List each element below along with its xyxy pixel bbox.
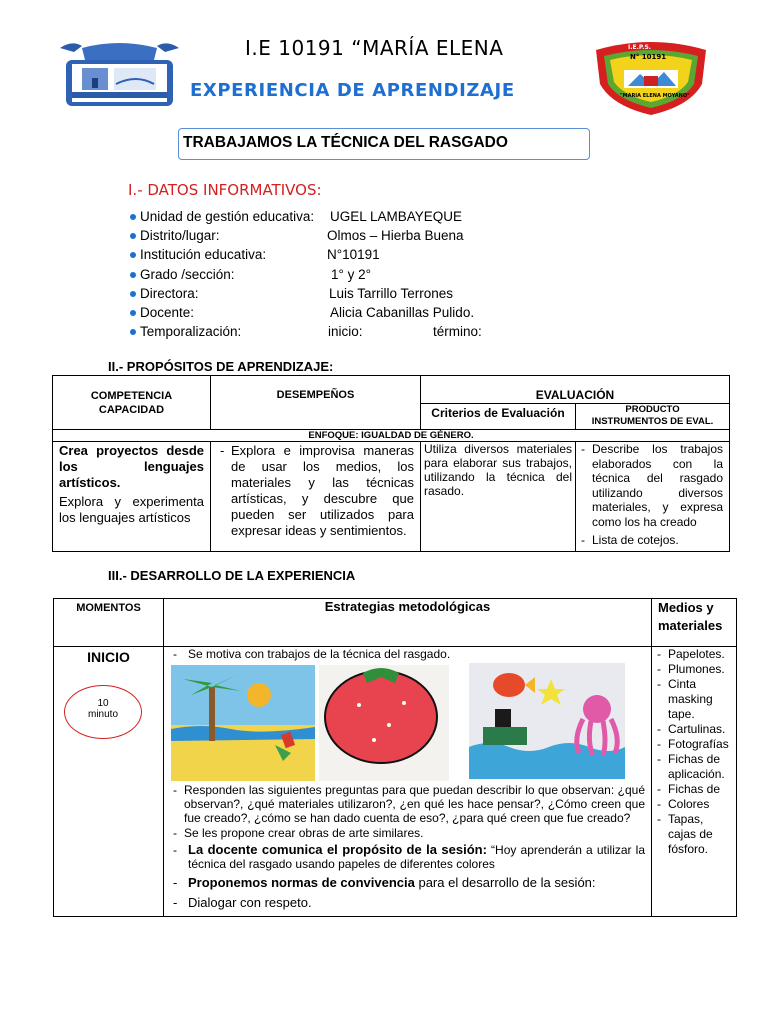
info-value: inicio: xyxy=(328,324,363,340)
header-competencia: COMPETENCIA CAPACIDAD xyxy=(53,376,211,430)
competencia-cell xyxy=(53,442,211,552)
info-value: UGEL LAMBAYEQUE xyxy=(330,209,463,224)
materials-cell xyxy=(652,647,737,917)
development-table xyxy=(53,598,737,917)
norms-detail: para el desarrollo de la sesión: xyxy=(414,875,596,890)
ocean-artwork-image xyxy=(469,663,625,779)
info-label: Institución educativa: xyxy=(140,247,267,263)
info-value: Alicia Cabanillas Pulido. xyxy=(330,304,475,320)
info-value: Luis Tarrillo Terrones xyxy=(329,285,454,301)
section-1-title: I.- DATOS INFORMATIVOS: xyxy=(128,181,322,199)
material-item: - Fichas de xyxy=(654,782,734,797)
instrumento-text: - Lista de cotejos. xyxy=(578,533,723,548)
producto-cell xyxy=(576,442,730,552)
competencia-text: Crea proyectos desde los lenguajes artísticos. xyxy=(59,443,204,490)
info-label: Grado /sección: xyxy=(140,266,235,282)
info-row xyxy=(130,228,650,247)
header-desempenos: DESEMPEÑOS xyxy=(211,376,421,430)
desempeno-text: - Explora e improvisa maneras de usar los medios, los materiales y las técnicas artísticas, y descubre que pueden ser utilizados para expresar ideas y sentimientos. xyxy=(217,443,414,539)
desempeno-cell xyxy=(211,442,421,552)
producto-text: - Describe los trabajos elaborados con la técnica del rasgado utilizando diversos materiales, y expresa como los ha creado xyxy=(578,442,723,529)
info-label: Docente: xyxy=(140,304,195,320)
criterio-cell xyxy=(421,442,576,552)
material-item: - Plumones. xyxy=(654,662,734,677)
example-photos xyxy=(170,663,645,783)
beach-artwork-image xyxy=(171,665,315,781)
school-crest-left xyxy=(52,38,187,110)
info-value: Olmos – Hierba Buena xyxy=(327,228,464,244)
momento-inicio-cell xyxy=(54,647,164,917)
momento-inicio: INICIO xyxy=(87,649,130,665)
session-title-banner xyxy=(178,128,590,160)
material-item: - Fotografías xyxy=(654,737,734,752)
material-item: - Cinta masking tape. xyxy=(654,677,734,722)
info-row xyxy=(130,305,650,324)
header-medios: Medios y materiales xyxy=(652,599,737,647)
purpose-detail: “Hoy aprenderán a utilizar la técnica del rasgado usando papeles de diferentes colores xyxy=(188,843,646,871)
enfoque-row: ENFOQUE: IGUALDAD DE GÉNERO. xyxy=(53,430,730,442)
school-name: I.E 10191 “MARÍA ELENA xyxy=(245,36,504,60)
info-label: Unidad de gestión educativa: xyxy=(140,209,315,224)
info-label: Directora: xyxy=(140,285,199,301)
material-item: - Cartulinas. xyxy=(654,722,734,737)
crest-text-3: "MARIA ELENA MOYANO" xyxy=(620,93,690,99)
material-item: - Colores xyxy=(654,797,734,812)
header-producto: PRODUCTO INSTRUMENTOS DE EVAL. xyxy=(576,404,730,430)
material-item: - Tapas, cajas de fósforo. xyxy=(654,812,734,857)
document-subtitle: EXPERIENCIA DE APRENDIZAJE xyxy=(190,80,515,101)
material-item: - Fichas de aplicación. xyxy=(654,752,734,782)
criterio-text: Utiliza diversos materiales para elaborar sus trabajos, utilizando la técnica del rasado. xyxy=(424,442,572,498)
motivation-text: - Se motiva con trabajos de la técnica del rasgado. xyxy=(170,647,645,661)
info-value: 1° y 2° xyxy=(331,266,372,282)
material-item: - Papelotes. xyxy=(654,647,734,662)
info-row xyxy=(130,247,650,266)
crest-text-1: I.E.P.S. xyxy=(628,44,652,51)
duration-number: 10 xyxy=(97,698,109,709)
crest-text-2: N° 10191 xyxy=(630,53,667,61)
capacidad-text: Explora y experimenta los lenguajes artísticos xyxy=(59,494,204,525)
info-label: Distrito/lugar: xyxy=(140,228,220,244)
purpose-text xyxy=(170,843,645,871)
info-label: Temporalización: xyxy=(140,324,242,340)
section-3-title: III.- DESARROLLO DE LA EXPERIENCIA xyxy=(108,568,356,583)
strawberry-artwork-image xyxy=(319,665,449,781)
norms-text xyxy=(170,876,645,890)
duration-unit: minuto xyxy=(87,709,118,720)
info-row xyxy=(130,209,650,228)
info-value: término: xyxy=(433,324,482,340)
norms-label: Proponemos normas de convivencia xyxy=(188,875,415,890)
session-title: TRABAJAMOS LA TÉCNICA DEL RASGADO xyxy=(183,134,508,151)
info-row xyxy=(130,286,650,305)
header-evaluacion: EVALUACIÓN xyxy=(421,376,730,404)
estrategias-cell xyxy=(164,647,652,917)
header-momentos: MOMENTOS xyxy=(54,599,164,647)
purposes-table xyxy=(52,375,730,552)
purpose-label: La docente comunica el propósito de la sesión: xyxy=(188,842,487,857)
info-row xyxy=(130,324,650,343)
school-crest-right xyxy=(590,40,712,116)
propose-text: - Se les propone crear obras de arte similares. xyxy=(170,826,645,840)
info-list xyxy=(130,209,650,343)
info-row xyxy=(130,267,650,286)
header-estrategias: Estrategias metodológicas xyxy=(164,599,652,647)
duration-badge xyxy=(64,685,142,739)
questions-text: - Responden las siguientes preguntas para que puedan describir lo que observan: ¿qué observan?, ¿qué materiales utilizaron?, ¿en qué les hace pensar?, ¿Cómo creen que fue creado?, ¿cómo se han dado cuenta de eso?, ¿para qué creen que fue creado? xyxy=(170,783,645,825)
info-value: N°10191 xyxy=(327,247,380,263)
section-2-title: II.- PROPÓSITOS DE APRENDIZAJE: xyxy=(108,359,334,374)
norm-item: - Dialogar con respeto. xyxy=(170,896,645,910)
header-criterios: Criterios de Evaluación xyxy=(421,404,576,430)
